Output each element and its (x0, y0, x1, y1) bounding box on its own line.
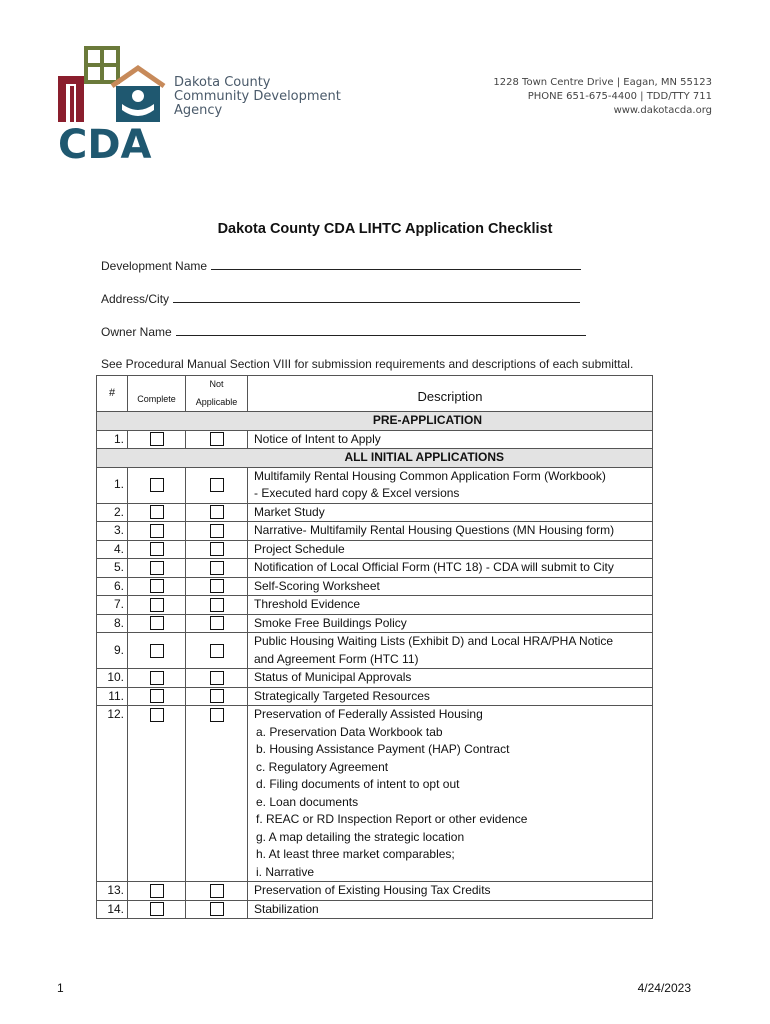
not-applicable-checkbox[interactable] (210, 884, 224, 898)
not-applicable-checkbox[interactable] (210, 561, 224, 575)
section-all-initial-applications (97, 449, 653, 468)
row-number: 9. (97, 633, 128, 669)
complete-checkbox[interactable] (150, 616, 164, 630)
logo-text: CDA (58, 122, 152, 162)
complete-checkbox[interactable] (150, 644, 164, 658)
owner-name-label: Owner Name (101, 325, 172, 339)
owner-name-input[interactable] (176, 324, 586, 336)
row-description-line: - Executed hard copy & Excel versions (254, 486, 460, 500)
website-link[interactable]: www.dakotacda.org (613, 105, 712, 116)
development-name-label: Development Name (101, 259, 208, 273)
not-applicable-checkbox[interactable] (210, 524, 224, 538)
row-number: 13. (97, 882, 128, 901)
address: 1228 Town Centre Drive | Eagan, MN 55123 (493, 77, 712, 88)
row-number: 2. (97, 503, 128, 522)
not-applicable-checkbox[interactable] (210, 902, 224, 916)
row-description (248, 633, 653, 669)
address-city-field (101, 291, 580, 306)
checklist-table (96, 375, 653, 919)
complete-checkbox[interactable] (150, 689, 164, 703)
org-name (174, 76, 341, 118)
row-number: 14. (97, 900, 128, 919)
row-number: 5. (97, 559, 128, 578)
col-header-not-applicable (186, 376, 248, 412)
row-description: Strategically Targeted Resources (248, 687, 653, 706)
complete-checkbox[interactable] (150, 884, 164, 898)
page-title: Dakota County CDA LIHTC Application Checklist (217, 221, 553, 237)
row-number: 7. (97, 596, 128, 615)
not-applicable-checkbox[interactable] (210, 616, 224, 630)
row-description: Project Schedule (248, 540, 653, 559)
table-row (97, 430, 653, 449)
row-description: Self-Scoring Worksheet (248, 577, 653, 596)
address-city-input[interactable] (173, 291, 580, 303)
footer-date: 4/24/2023 (637, 981, 691, 995)
not-applicable-line-1: Not (209, 379, 224, 389)
complete-checkbox[interactable] (150, 524, 164, 538)
complete-checkbox[interactable] (150, 598, 164, 612)
row-number: 4. (97, 540, 128, 559)
table-row (97, 633, 653, 669)
section-all-initial-label: ALL INITIAL APPLICATIONS (97, 449, 653, 468)
row-number: 6. (97, 577, 128, 596)
table-row (97, 614, 653, 633)
complete-checkbox[interactable] (150, 708, 164, 722)
sub-item: f. REAC or RD Inspection Report or other evidence (256, 812, 528, 826)
row-description-line: and Agreement Form (HTC 11) (254, 651, 419, 666)
complete-checkbox[interactable] (150, 542, 164, 556)
row-description-line: Multifamily Rental Housing Common Application Form (Workbook) (254, 468, 606, 483)
row-description-title: Preservation of Federally Assisted Housing (254, 707, 483, 721)
complete-checkbox[interactable] (150, 671, 164, 685)
row-number: 8. (97, 614, 128, 633)
sub-item: b. Housing Assistance Payment (HAP) Contract (256, 742, 510, 756)
not-applicable-checkbox[interactable] (210, 478, 224, 492)
sub-item: g. A map detailing the strategic location (256, 829, 465, 844)
col-header-description: Description (248, 376, 653, 412)
not-applicable-checkbox[interactable] (210, 432, 224, 446)
cda-logo (56, 46, 174, 162)
owner-name-field (101, 324, 586, 339)
not-applicable-checkbox[interactable] (210, 598, 224, 612)
org-line-3: Agency (174, 103, 223, 118)
row-number: 1. (97, 430, 128, 449)
row-description: Market Study (248, 503, 653, 522)
not-applicable-line-2: Applicable (195, 396, 238, 407)
table-row (97, 687, 653, 706)
contact-info (493, 76, 712, 118)
sub-item: i. Narrative (256, 864, 315, 879)
table-row (97, 669, 653, 688)
not-applicable-checkbox[interactable] (210, 644, 224, 658)
development-name-input[interactable] (211, 258, 581, 270)
complete-checkbox[interactable] (150, 432, 164, 446)
table-row (97, 467, 653, 503)
table-row (97, 540, 653, 559)
page-number: 1 (57, 981, 64, 995)
table-row (97, 900, 653, 919)
table-row (97, 596, 653, 615)
complete-checkbox[interactable] (150, 579, 164, 593)
sub-item: c. Regulatory Agreement (256, 759, 389, 774)
table-row (97, 503, 653, 522)
org-line-2: Community Development (174, 89, 341, 104)
row-description: Notification of Local Official Form (HTC 18) - CDA will submit to City (248, 559, 653, 578)
col-header-number: # (97, 376, 128, 412)
phone: PHONE 651-675-4400 | TDD/TTY 711 (527, 91, 712, 102)
development-name-field (101, 258, 581, 273)
not-applicable-checkbox[interactable] (210, 542, 224, 556)
sub-item: e. Loan documents (256, 794, 359, 809)
submission-note: See Procedural Manual Section VIII for submission requirements and descriptions of each submittal. (101, 357, 634, 371)
row-number: 11. (97, 687, 128, 706)
not-applicable-checkbox[interactable] (210, 671, 224, 685)
complete-checkbox[interactable] (150, 561, 164, 575)
not-applicable-checkbox[interactable] (210, 579, 224, 593)
sub-item: d. Filing documents of intent to opt out (256, 777, 460, 791)
table-row (97, 706, 653, 882)
row-description: Narrative- Multifamily Rental Housing Questions (MN Housing form) (248, 522, 653, 541)
sub-item: h. At least three market comparables; (256, 847, 455, 861)
row-description: Preservation of Existing Housing Tax Credits (248, 882, 653, 901)
section-pre-application-label: PRE-APPLICATION (97, 412, 653, 431)
row-number: 12. (97, 706, 128, 882)
address-city-label: Address/City (101, 292, 170, 306)
row-description: Stabilization (248, 900, 653, 919)
org-line-1: Dakota County (174, 75, 271, 90)
row-number: 3. (97, 522, 128, 541)
not-applicable-checkbox[interactable] (210, 689, 224, 703)
complete-checkbox[interactable] (150, 505, 164, 519)
row-description: Threshold Evidence (248, 596, 653, 615)
section-pre-application (97, 412, 653, 431)
not-applicable-checkbox[interactable] (210, 505, 224, 519)
table-row (97, 577, 653, 596)
table-row (97, 559, 653, 578)
not-applicable-checkbox[interactable] (210, 708, 224, 722)
complete-checkbox[interactable] (150, 478, 164, 492)
table-row (97, 522, 653, 541)
table-row (97, 882, 653, 901)
sub-item: a. Preservation Data Workbook tab (256, 724, 443, 739)
complete-checkbox[interactable] (150, 902, 164, 916)
col-header-complete: Complete (128, 376, 186, 412)
row-description (248, 467, 653, 503)
row-description (248, 706, 653, 882)
row-description: Notice of Intent to Apply (248, 430, 653, 449)
row-description: Status of Municipal Approvals (248, 669, 653, 688)
row-description: Smoke Free Buildings Policy (248, 614, 653, 633)
row-number: 1. (97, 467, 128, 503)
row-number: 10. (97, 669, 128, 688)
row-description-line: Public Housing Waiting Lists (Exhibit D) and Local HRA/PHA Notice (254, 634, 614, 648)
